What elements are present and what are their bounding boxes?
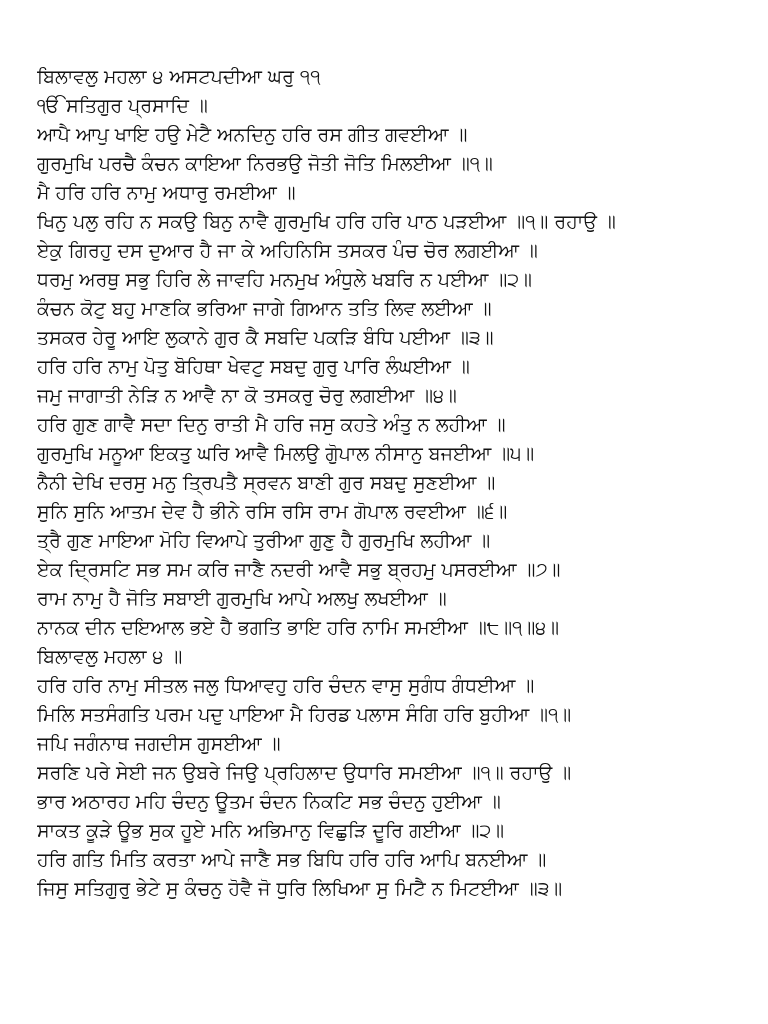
text-line: ਖਿਨੁ ਪਲੁ ਰਹਿ ਨ ਸਕਉ ਬਿਨੁ ਨਾਵੈ ਗੁਰਮੁਖਿ ਹਰਿ ਹਰਿ ਪਾਠ ਪੜਈਆ ॥੧॥ ਰਹਾਉ ॥ (37, 211, 616, 233)
text-line: ਰਾਮ ਨਾਮੁ ਹੈ ਜੋਤਿ ਸਬਾਈ ਗੁਰਮੁਖਿ ਆਪੇ ਅਲਖੁ ਲਖਈਆ ॥ (37, 588, 447, 610)
text-line: ਹਰਿ ਗੁਣ ਗਾਵੈ ਸਦਾ ਦਿਨੁ ਰਾਤੀ ਮੈ ਹਰਿ ਜਸੁ ਕਹਤੇ ਅੰਤੁ ਨ ਲਹੀਆ ॥ (37, 414, 506, 436)
text-line: ਬਿਲਾਵਲੁ ਮਹਲਾ ੪ ॥ (37, 646, 183, 668)
text-line: ਮਿਲਿ ਸਤਸੰਗਤਿ ਪਰਮ ਪਦੁ ਪਾਇਆ ਮੈ ਹਿਰਡ ਪਲਾਸ ਸੰਗਿ ਹਰਿ ਬੁਹੀਆ ॥੧॥ (37, 704, 572, 726)
text-line: ਕੰਚਨ ਕੋਟੁ ਬਹੁ ਮਾਣਕਿ ਭਰਿਆ ਜਾਗੇ ਗਿਆਨ ਤਤਿ ਲਿਵ ਲਈਆ ॥ (37, 298, 492, 320)
text-line: ਬਿਲਾਵਲੁ ਮਹਲਾ ੪ ਅਸਟਪਦੀਆ ਘਰੁ ੧੧ (37, 66, 321, 88)
text-line: ਆਪੈ ਆਪੁ ਖਾਇ ਹਉ ਮੇਟੈ ਅਨਦਿਨੁ ਹਰਿ ਰਸ ਗੀਤ ਗਵਈਆ ॥ (37, 124, 468, 146)
text-line: ਹਰਿ ਗਤਿ ਮਿਤਿ ਕਰਤਾ ਆਪੇ ਜਾਣੈ ਸਭ ਬਿਧਿ ਹਰਿ ਹਰਿ ਆਪਿ ਬਨਈਆ ॥ (37, 849, 547, 871)
text-line: ਸਰਣਿ ਪਰੇ ਸੇਈ ਜਨ ਉਬਰੇ ਜਿਉ ਪ੍ਰਹਿਲਾਦ ਉਧਾਰਿ ਸਮਈਆ ॥੧॥ ਰਹਾਉ ॥ (37, 762, 572, 784)
text-line: ਭਾਰ ਅਠਾਰਹ ਮਹਿ ਚੰਦਨੁ ਊਤਮ ਚੰਦਨ ਨਿਕਟਿ ਸਭ ਚੰਦਨੁ ਹੁਈਆ ॥ (37, 791, 501, 813)
text-block (37, 63, 737, 904)
text-line: ਨਾਨਕ ਦੀਨ ਦਇਆਲ ਭਏ ਹੈ ਭਗਤਿ ਭਾਇ ਹਰਿ ਨਾਮਿ ਸਮਈਆ ॥੮॥੧॥੪॥ (37, 617, 560, 639)
text-line: ਤ੍ਰੈ ਗੁਣ ਮਾਇਆ ਮੋਹਿ ਵਿਆਪੇ ਤੁਰੀਆ ਗੁਣੁ ਹੈ ਗੁਰਮੁਖਿ ਲਹੀਆ ॥ (37, 530, 491, 552)
text-line: ਗੁਰਮੁਖਿ ਮਨੂਆ ਇਕਤੁ ਘਰਿ ਆਵੈ ਮਿਲਉ ਗੋੁਪਾਲ ਨੀਸਾਨੁ ਬਜਈਆ ॥੫॥ (37, 443, 535, 465)
text-line: ਜਮੁ ਜਾਗਾਤੀ ਨੇੜਿ ਨ ਆਵੈ ਨਾ ਕੋ ਤਸਕਰੁ ਚੋਰੁ ਲਗਈਆ ॥੪॥ (37, 385, 457, 407)
text-line: ਏਕੁ ਗਿਰਹੁ ਦਸ ਦੁਆਰ ਹੈ ਜਾ ਕੇ ਅਹਿਨਿਸਿ ਤਸਕਰ ਪੰਚ ਚੋਰ ਲਗਈਆ ॥ (37, 240, 538, 262)
text-line: ਨੈਨੀ ਦੇਖਿ ਦਰਸੁ ਮਨੁ ਤ੍ਰਿਪਤੈ ਸ੍ਰਵਨ ਬਾਣੀ ਗੁਰ ਸਬਦੁ ਸੁਣਈਆ ॥ (37, 472, 496, 494)
text-line: ਸਾਕਤ ਕੂੜੇ ਊਭ ਸੁਕ ਹੂਏ ਮਨਿ ਅਭਿਮਾਨੁ ਵਿਛੁੜਿ ਦੂਰਿ ਗਈਆ ॥੨॥ (37, 820, 505, 842)
text-line: ਏਕ ਦ੍ਰਿਸਟਿ ਸਭ ਸਮ ਕਰਿ ਜਾਣੈ ਨਦਰੀ ਆਵੈ ਸਭੁ ਬ੍ਰਹਮੁ ਪਸਰਈਆ ॥੭॥ (37, 559, 561, 581)
text-line: ਜਿਸੁ ਸਤਿਗੁਰੁ ਭੇਟੇ ਸੁ ਕੰਚਨੁ ਹੋਵੈ ਜੋ ਧੁਰਿ ਲਿਖਿਆ ਸੁ ਮਿਟੈ ਨ ਮਿਟਈਆ ॥੩॥ (37, 878, 563, 900)
text-line: ਗੁਰਮੁਖਿ ਪਰਚੈ ਕੰਚਨ ਕਾਇਆ ਨਿਰਭਉ ਜੋਤੀ ਜੋਤਿ ਮਿਲਈਆ ॥੧॥ (37, 153, 493, 175)
text-line: ੴ ਸਤਿਗੁਰ ਪ੍ਰਸਾਦਿ ॥ (37, 95, 208, 117)
text-line: ਤਸਕਰ ਹੇਰੂ ਆਇ ਲੁਕਾਨੇ ਗੁਰ ਕੈ ਸਬਦਿ ਪਕੜਿ ਬੰਧਿ ਪਈਆ ॥੩॥ (37, 327, 494, 349)
text-line: ਹਰਿ ਹਰਿ ਨਾਮੁ ਸੀਤਲ ਜਲੁ ਧਿਆਵਹੁ ਹਰਿ ਚੰਦਨ ਵਾਸੁ ਸੁਗੰਧ ਗੰਧਈਆ ॥ (37, 675, 535, 697)
text-line: ਸੁਨਿ ਸੁਨਿ ਆਤਮ ਦੇਵ ਹੈ ਭੀਨੇ ਰਸਿ ਰਸਿ ਰਾਮ ਗੋਪਾਲ ਰਵਈਆ ॥੬॥ (37, 501, 508, 523)
text-line: ਮੈ ਹਰਿ ਹਰਿ ਨਾਮੁ ਅਧਾਰੁ ਰਮਈਆ ॥ (37, 182, 296, 204)
text-line: ਧਰਮੁ ਅਰਥੁ ਸਭੁ ਹਿਰਿ ਲੇ ਜਾਵਹਿ ਮਨਮੁਖ ਅੰਧੁਲੇ ਖਬਰਿ ਨ ਪਈਆ ॥੨॥ (37, 269, 532, 291)
text-line: ਜਪਿ ਜਗੰਨਾਥ ਜਗਦੀਸ ਗੁਸਈਆ ॥ (37, 733, 281, 755)
text-line: ਹਰਿ ਹਰਿ ਨਾਮੁ ਪੋਤੁ ਬੋਹਿਥਾ ਖੇਵਟੁ ਸਬਦੁ ਗੁਰੁ ਪਾਰਿ ਲੰਘਈਆ ॥ (37, 356, 470, 378)
